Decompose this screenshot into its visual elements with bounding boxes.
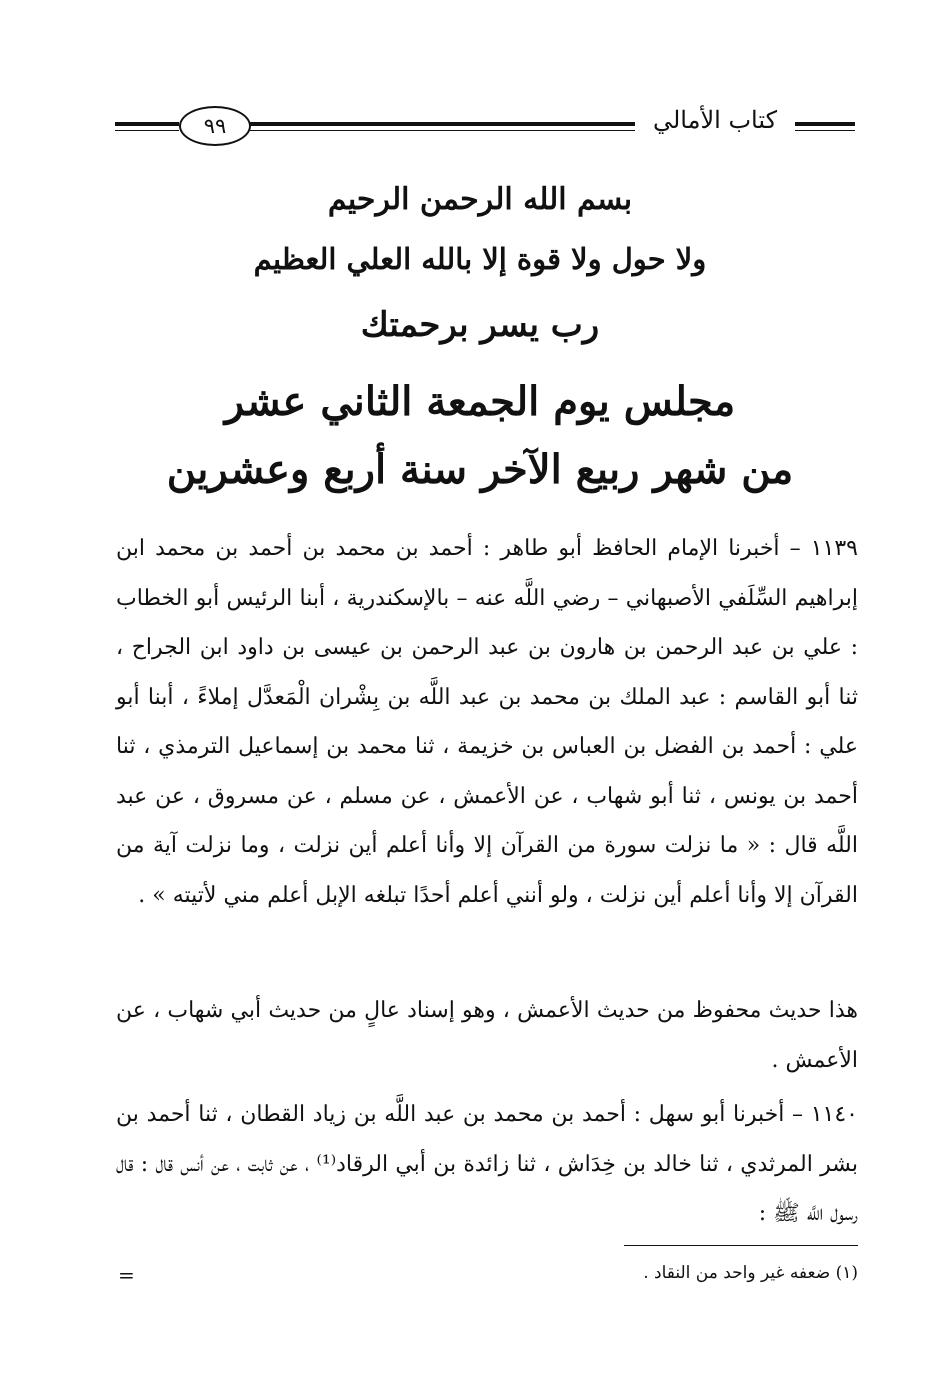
footnote-separator (624, 1245, 858, 1246)
running-book-title: كتاب الأمالي (635, 100, 795, 140)
dua-heading: رب يسر برحمتك (360, 305, 600, 345)
hadith-commentary-paragraph: هذا حديث محفوظ من حديث الأعمش ، وهو إسناد عالٍ من حديث أبي شهاب ، عن الأعمش . (116, 998, 858, 1073)
hadith-paragraph-1139: ١١٣٩ – أخبرنا الإمام الحافظ أبو طاهر : أحمد بن محمد بن أحمد بن محمد ابن إبراهيم السِّلَفي الأصبهاني – رضي اللَّه عنه – بالإسكندرية ، أبنا الرئيس أبو الخطاب : علي بن عبد الرحمن بن هارون بن عبد الرحمن بن عيسى بن داود ابن الجراح ، ثنا أبو القاسم : عبد الملك بن محمد بن عبد اللَّه بن بِشْران الْمَعدَّل إملاءً ، أبنا أبو علي : أحمد بن الفضل بن العباس بن خزيمة ، ثنا محمد بن إسماعيل الترمذي ، ثنا أحمد بن يونس ، ثنا أبو شهاب ، عن الأعمش ، عن مسلم ، عن مسروق ، عن عبد اللَّه قال : « ما نزلت سورة من القرآن إلا وأنا أعلم أين نزلت ، وما نزلت آية من القرآن إلا وأنا أعلم أين نزلت ، ولو أنني أعلم أحدًا تبلغه الإبل أعلم مني لأتيته » . (116, 536, 858, 908)
hadith-paragraph-1140: ١١٤٠ – أخبرنا أبو سهل : أحمد بن محمد بن عبد اللَّه بن زياد القطان ، ثنا أحمد بن بشر المرثدي ، ثنا خالد بن خِدَاش ، ثنا زائدة بن أبي الرقاد⁽¹⁾ ، عن ثابت ، عن أنس قال : قال رسول اللَّه ﷺ : (116, 1102, 858, 1226)
header-rule-middle (215, 122, 635, 126)
header-rule-middle-thin (215, 130, 635, 131)
majlis-title-line-2: من شهر ربيع الآخر سنة أربع وعشرين (166, 446, 794, 493)
header-rule-left-thin (115, 130, 179, 131)
header-rule-left (115, 122, 179, 126)
page-number: ٩٩ (179, 106, 251, 146)
basmala-heading: بسم الله الرحمن الرحيم (327, 182, 633, 217)
page-header (115, 100, 855, 156)
continuation-mark: = (118, 1263, 135, 1287)
footnote-1: (١) ضعفه غير واحد من النقاد . (643, 1263, 858, 1283)
majlis-title-line-1: مجلس يوم الجمعة الثاني عشر (224, 378, 736, 425)
hawqala-heading: ولا حول ولا قوة إلا بالله العلي العظيم (253, 242, 707, 276)
